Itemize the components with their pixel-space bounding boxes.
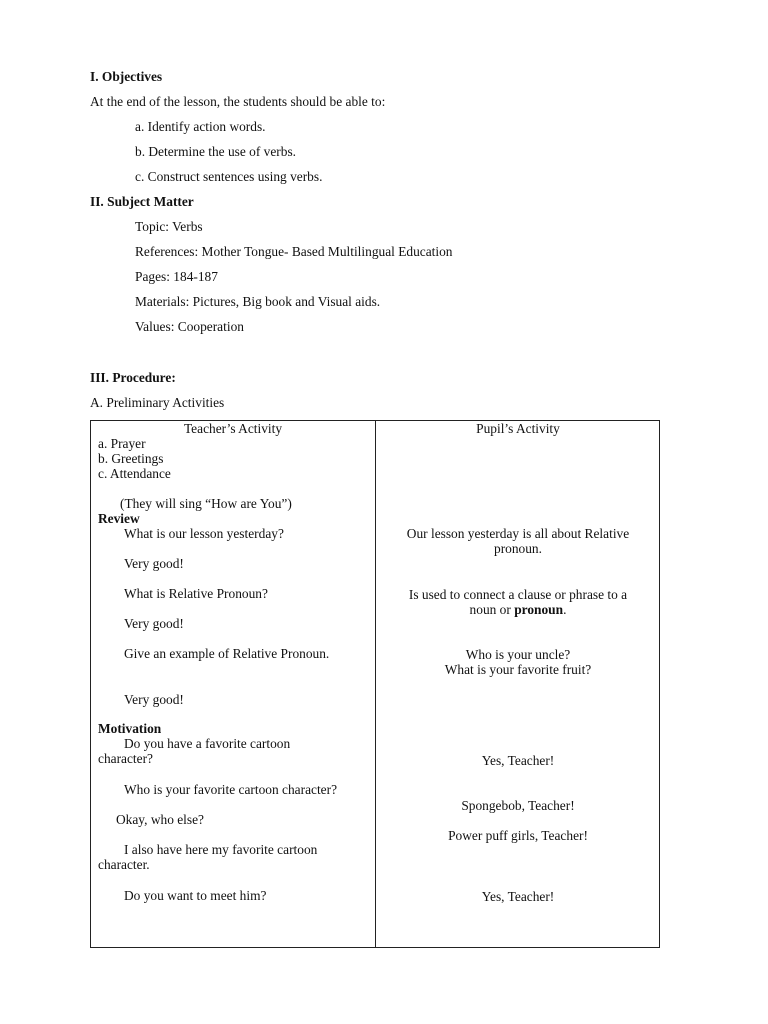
objectives-intro: At the end of the lesson, the students should be able to:	[90, 94, 386, 109]
subject-item-pages: Pages: 184-187	[135, 269, 218, 284]
teacher-line: Do you have a favorite cartoon	[124, 736, 291, 751]
teacher-activity-header: Teacher’s Activity	[183, 421, 283, 436]
teacher-line: Very good!	[124, 692, 184, 707]
subject-item-references: References: Mother Tongue- Based Multilingual Education	[135, 244, 453, 259]
objectives-heading: I. Objectives	[90, 69, 163, 84]
procedure-subheading: A. Preliminary Activities	[90, 395, 225, 410]
teacher-line: Okay, who else?	[116, 812, 204, 827]
teacher-line: character?	[98, 751, 153, 766]
pupil-line: Power puff girls, Teacher!	[448, 828, 588, 843]
column-divider	[375, 421, 376, 947]
objective-item: b. Determine the use of verbs.	[135, 144, 297, 159]
teacher-line: Who is your favorite cartoon character?	[124, 782, 338, 797]
teacher-line-sing: (They will sing “How are You”)	[120, 496, 292, 511]
teacher-line: Do you want to meet him?	[124, 888, 267, 903]
pupil-activity-header: Pupil’s Activity	[476, 421, 560, 436]
pupil-line: noun or pronoun.	[469, 602, 567, 617]
pupil-line: What is your favorite fruit?	[444, 662, 592, 677]
bold-pronoun: pronoun	[514, 602, 564, 617]
subject-item-materials: Materials: Pictures, Big book and Visual aids.	[135, 294, 381, 309]
motivation-label: Motivation	[98, 721, 162, 736]
procedure-heading: III. Procedure:	[90, 370, 176, 385]
review-label: Review	[98, 511, 140, 526]
subject-matter-heading: II. Subject Matter	[90, 194, 194, 209]
pupil-line: Is used to connect a clause or phrase to a	[408, 587, 628, 602]
objective-item: a. Identify action words.	[135, 119, 266, 134]
subject-item-values: Values: Cooperation	[135, 319, 244, 334]
teacher-line: character.	[98, 857, 150, 872]
activity-table	[90, 420, 660, 948]
teacher-line: I also have here my favorite cartoon	[124, 842, 318, 857]
objective-item: c. Construct sentences using verbs.	[135, 169, 323, 184]
pupil-line: Who is your uncle?	[465, 647, 571, 662]
pupil-line: Our lesson yesterday is all about Relative	[406, 526, 630, 541]
teacher-line: Give an example of Relative Pronoun.	[124, 646, 330, 661]
teacher-line: Very good!	[124, 556, 184, 571]
teacher-line: Very good!	[124, 616, 184, 631]
teacher-line-greetings: b. Greetings	[98, 451, 164, 466]
pupil-line: Yes, Teacher!	[481, 889, 555, 904]
subject-item-topic: Topic: Verbs	[135, 219, 203, 234]
pupil-line: Spongebob, Teacher!	[461, 798, 575, 813]
pupil-line: pronoun.	[494, 541, 542, 556]
teacher-line-attendance: c. Attendance	[98, 466, 171, 481]
teacher-line-prayer: a. Prayer	[98, 436, 146, 451]
teacher-line: What is Relative Pronoun?	[124, 586, 268, 601]
pupil-line: Yes, Teacher!	[481, 753, 555, 768]
teacher-line: What is our lesson yesterday?	[124, 526, 284, 541]
